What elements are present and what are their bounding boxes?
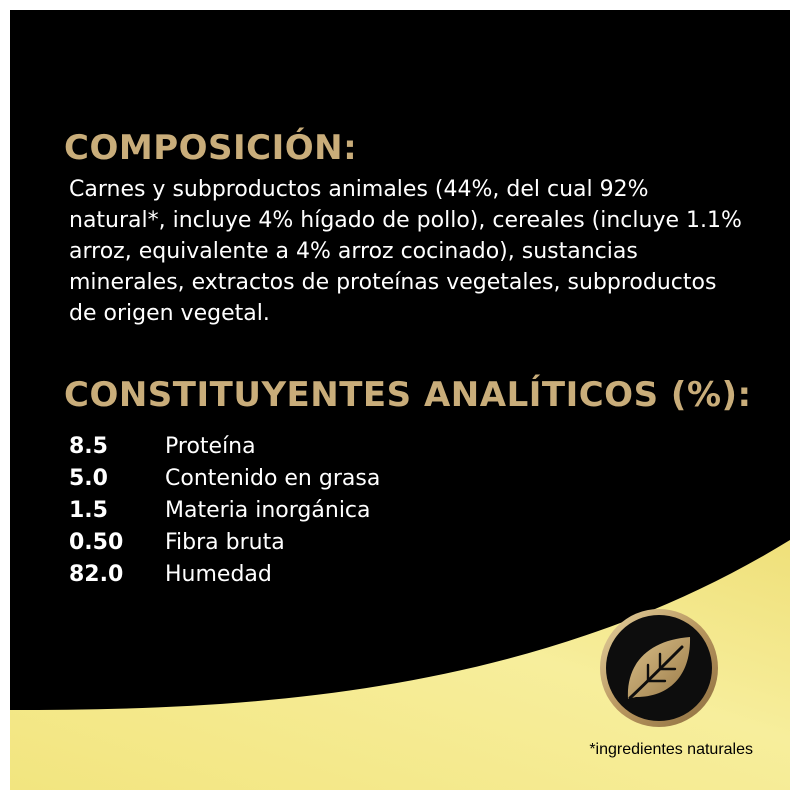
constituent-value: 5.0 <box>69 465 108 491</box>
constituent-label: Fibra bruta <box>165 529 285 555</box>
constituent-label: Materia inorgánica <box>165 497 371 523</box>
constituent-value: 82.0 <box>69 561 124 587</box>
constituent-label: Proteína <box>165 433 256 459</box>
analytical-constituents-title: CONSTITUYENTES ANALÍTICOS (%): <box>64 375 752 415</box>
natural-ingredients-badge <box>598 607 720 729</box>
constituent-row <box>69 430 380 462</box>
constituent-value: 0.50 <box>69 529 124 555</box>
analytical-constituents-list <box>69 430 380 590</box>
constituent-row <box>69 494 380 526</box>
natural-ingredients-footnote: *ingredientes naturales <box>589 741 753 758</box>
constituent-row <box>69 462 380 494</box>
composition-title: COMPOSICIÓN: <box>64 128 358 168</box>
product-info-panel <box>10 10 790 790</box>
constituent-label: Humedad <box>165 561 272 587</box>
constituent-label: Contenido en grasa <box>165 465 381 491</box>
constituent-row <box>69 558 380 590</box>
constituent-value: 1.5 <box>69 497 108 523</box>
composition-text: Carnes y subproductos animales (44%, del cual 92% natural*, incluye 4% hígado de pollo), cereales (incluye 1.1% arroz, equivalente a 4% arroz cocinado), sustancias minerales, extractos de proteínas vegetales, subproductos de origen vegetal. <box>69 177 742 326</box>
constituent-value: 8.5 <box>69 433 108 459</box>
constituent-row <box>69 526 380 558</box>
